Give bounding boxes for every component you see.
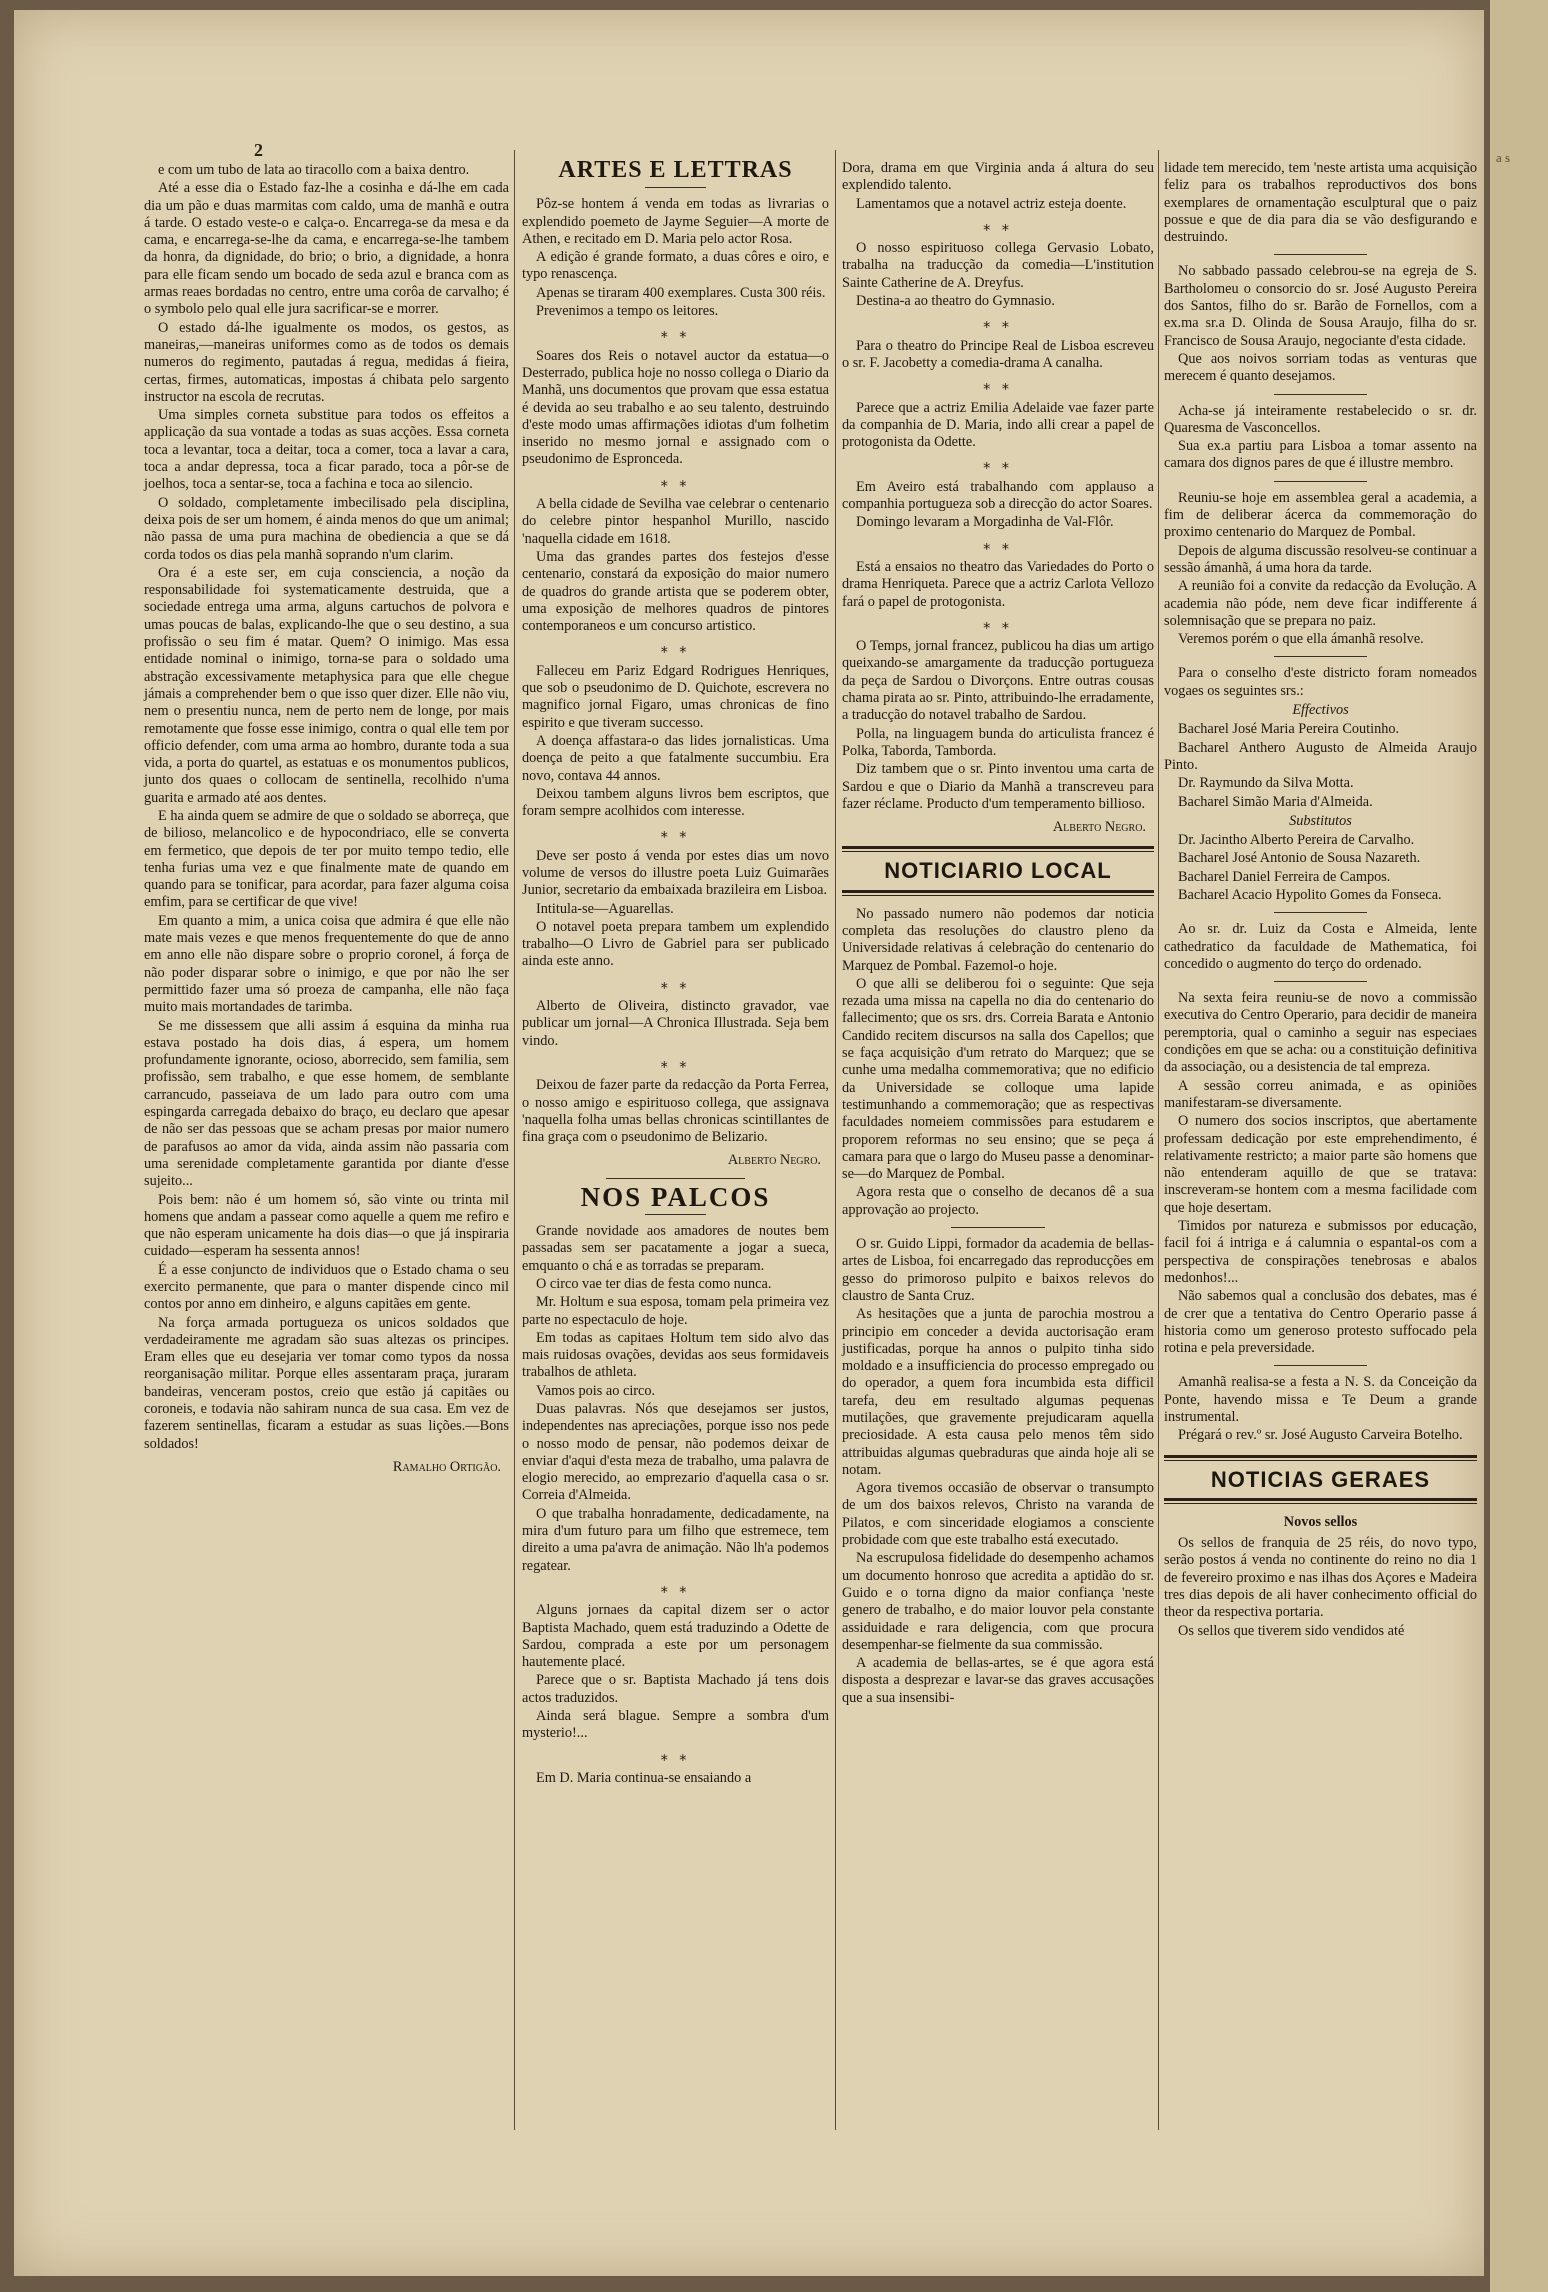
paragraph: O que alli se deliberou foi o seguinte: Que seja rezada uma missa na capella no dia do centenario do fallecimento; que os srs. drs. Correia Barata e Antonio Candido recitem discursos na salla dos Capellos; que se faça acquisição d'um retrato do Marquez; que se cunhe uma medalha commemorativa; que no edificio da Universidade se colloque uma lapide testimunhando a commemoração; que as respectivas faculdades nomeiem commissões para estudarem e proporem reformas no seu ensino; que se peça á camara para que o largo do Museu passe a denominar-se—do Marquez de Pombal. <box>842 975 1154 1183</box>
paragraph: Se me dissessem que alli assim á esquina da minha rua estava postado ha dois dias, á espera, um homem profundamente ignorante, ocioso, aborrecido, sem familia, sem profissão, sem trabalho, e que esse homem, de semblante carrancudo, passeiava de um lado para outro com uma espingarda carregada debaixo do braço, eu declaro que apesar de não ser das pessoas que se acham presas por maior numero de parafusos ao amor da vida, ainda assim não passaria com uma serenidade completamente garantida por diante d'esse sujeito... <box>144 1017 509 1190</box>
divider <box>1274 394 1368 395</box>
paragraph: O estado dá-lhe igualmente os modos, os gestos, as maneiras,—maneiras uniformes como as de todos os demais numeros do regimento, pautadas á regua, medidas á fieira, certas, firmes, automaticas, impostas á chibata pelo sargento instructor na escola de recrutas. <box>144 319 509 405</box>
paragraph: Uma simples corneta substitue para todos os effeitos a applicação da sua vontade a todas as suas acções. Essa corneta toca a levantar, toca a deitar, toca a comer, toca a lavar a cara, toca a andar depressa, toca a ficar parado, toca a pôr-se de joelhos, toca a sentar-se, toca a fachina e toca ao silencio. <box>144 407 509 493</box>
column-4 <box>1164 160 1477 1640</box>
paragraph: Não sabemos qual a conclusão dos debates, mas é de crer que a tentativa do Centro Operario passe á historia como um generoso protesto suffocado pela rotina e pela preversidade. <box>1164 1288 1477 1357</box>
separator-stars: ⁎ ⁎ <box>983 377 1013 394</box>
separator-stars: ⁎ ⁎ <box>660 975 691 992</box>
paragraph: Em todas as capitaes Holtum tem sido alvo das mais ruidosas ovações, devidas aos seus formidaveis trabalhos de athleta. <box>522 1329 829 1381</box>
paragraph: Deixou de fazer parte da redacção da Porta Ferrea, o nosso amigo e espirituoso collega, que assignava 'naquella folha umas bellas chronicas scintillantes de fina graça com o pseudonimo de Belizario. <box>522 1077 829 1146</box>
paragraph: Em D. Maria continua-se ensaiando a <box>536 1769 752 1786</box>
paragraph: A bella cidade de Sevilha vae celebrar o centenario do celebre pintor hespanhol Murillo, nascido 'naquella cidade em 1618. <box>522 496 829 547</box>
paragraph: Parece que a actriz Emilia Adelaide vae fazer parte da companhia de D. Maria, indo alli crear a papel de protogonista da Odette. <box>842 399 1154 451</box>
paragraph: É a esse conjuncto de individuos que o Estado chama o seu exercito permanente, que para o manter dispende cinco mil contos por anno em dinheiro, e alguns capitães em gente. <box>144 1261 509 1313</box>
paragraph: Os sellos que tiverem sido vendidos até <box>1178 1622 1405 1639</box>
list-item: Bacharel José Maria Pereira Coutinho. <box>1178 721 1400 738</box>
separator-stars: ⁎ ⁎ <box>660 1579 691 1596</box>
paragraph: Reuniu-se hoje em assemblea geral a academia, a fim de deliberar ácerca da commemoração do proximo centenario do Marquez de Pombal. <box>1164 489 1477 541</box>
heavy-rule <box>842 890 1154 896</box>
separator-stars: ⁎ ⁎ <box>983 217 1013 234</box>
list-item: Bacharel Acacio Hypolito Gomes da Fonseca. <box>1178 886 1442 903</box>
paragraph: Alberto de Oliveira, distincto gravador, vae publicar um jornal—A Chronica Illustrada. Seja bem vindo. <box>522 998 829 1049</box>
section-title-noticias-geraes: NOTICIAS GERAES <box>1210 1466 1431 1492</box>
paragraph: O Temps, jornal francez, publicou ha dias um artigo queixando-se amargamente da traducção portugueza da peça de Sardou o Divorçons. Entre outras cousas chama pirata ao sr. Pinto, attribuindo-lhe erradamente, a traducção do notavel trabalho de Sardou. <box>842 638 1154 724</box>
paragraph: Depois de alguma discussão resolveu-se continuar a sessão ámanhã, á uma hora da tarde. <box>1164 542 1477 576</box>
paragraph: Dora, drama em que Virginia anda á altura do seu explendido talento. <box>842 160 1154 194</box>
list-item: Dr. Jacintho Alberto Pereira de Carvalho. <box>1178 832 1415 849</box>
paragraph: Vamos pois ao circo. <box>536 1382 656 1399</box>
paragraph: No passado numero não podemos dar noticia completa das resoluções do claustro pleno da Universidade relativas á celebração do centenario do Marquez de Pombal. Fazemol-o hoje. <box>842 905 1154 974</box>
paragraph: A academia de bellas-artes, se é que agora está disposta a desprezar e lavar-se das graves accusações que a sua insensibi- <box>842 1655 1154 1706</box>
paragraph: Mr. Holtum e sua esposa, tomam pela primeira vez parte no espectaculo de hoje. <box>522 1294 829 1328</box>
section-title-nos-palcos: NOS PALCOS <box>580 1181 771 1212</box>
separator-stars: ⁎ ⁎ <box>983 536 1013 553</box>
paragraph: Acha-se já inteiramente restabelecido o sr. dr. Quaresma de Vasconcellos. <box>1164 402 1477 436</box>
separator-stars: ⁎ ⁎ <box>983 315 1013 332</box>
separator-stars: ⁎ ⁎ <box>983 615 1013 632</box>
paragraph: Intitula-se—Aguarellas. <box>536 900 674 917</box>
paragraph: Destina-a ao theatro do Gymnasio. <box>856 293 1055 310</box>
paragraph: O soldado, completamente imbecilisado pela disciplina, deixa pois de ser um homem, é ainda menos do que um animal; não passa de uma pura machina de obediencia a que se dá corda todos os dias pela manhã soprando n'um clarim. <box>144 494 509 563</box>
divider <box>1274 912 1368 913</box>
article-signature: Alberto Negro. <box>727 1152 821 1169</box>
paragraph: Falleceu em Pariz Edgard Rodrigues Henriques, que sob o pseudonimo de D. Quichote, escrevera no magnifico jornal Figaro, umas chronicas de fino espirito e que tiveram successo. <box>522 662 829 731</box>
paragraph: Ao sr. dr. Luiz da Costa e Almeida, lente cathedratico da faculdade de Mathematica, foi concedido o augmento do terço do ordenado. <box>1164 921 1477 972</box>
divider <box>645 1214 706 1215</box>
list-item: Bacharel Simão Maria d'Almeida. <box>1178 793 1373 810</box>
paragraph: Em quanto a mim, a unica coisa que admira é que elle não mate mais vezes e que menos frequentemente do que de anno em anno elle não dispare sobre o proprio coronel, á força de não poder disparar sobre o inimigo, e que por não lhe ser permittido fazer uma só proeza de campanha, elle não faça muito mais mortandades de tarimba. <box>144 912 509 1016</box>
separator-stars: ⁎ ⁎ <box>983 456 1013 473</box>
paragraph: O sr. Guido Lippi, formador da academia de bellas-artes de Lisboa, foi encarregado das reproducções em gesso do primoroso pulpito e baixos relevos do claustro de Santa Cruz. <box>842 1236 1154 1304</box>
column-3 <box>842 160 1154 1707</box>
paragraph: Na força armada portugueza os unicos soldados que verdadeiramente me agradam são suas altezas os principes. Eram elles que eu desejaria ver tomar como typos da nossa reorganisação militar. Porque elles assentaram praça, juraram bandeiras, venceram postos, creio que estão já capitães ou coroneis, e todavia não sahiram nunca de sua casa. Em vez de fazerem sentinellas, ficaram a estudar as suas lições.—Bons soldados! <box>144 1314 509 1452</box>
column-1 <box>144 162 509 1478</box>
paragraph: Ora é a este ser, em cuja consciencia, a noção da responsabilidade foi systematicamente destruida, que a sociedade entrega uma arma, alguns cartuchos de polvora e umas poucas de balas, explicando-lhe que o seu destino, a sua profissão o seu fim é matar. Quem? O inimigo. Mas essa entidade nominal o inimigo, torna-se para o soldado uma abstração excessivamente metaphysica para que elle chegue jámais a comprehender bem o que isso quer dizer. Elle não viu, nem o presentiu nunca, nem de perto nem de longe, por mais remotamente que fosse esse inimigo, contra o qual elle tem por officio defender, com uma arma ao hombro, durante toda a sua vida, a porta do quartel, as estatuas e os monumentos publicos, junto dos quaes o collocam de sentinella, recolhido n'uma guarita e armado até aos dentes. <box>144 564 509 806</box>
paragraph: O nosso espirituoso collega Gervasio Lobato, trabalha na traducção da comedia—L'institution Sainte Catherine de A. Dreyfus. <box>842 240 1154 291</box>
subheading-novos-sellos: Novos sellos <box>1283 1513 1358 1530</box>
list-efectivos <box>1164 721 1477 810</box>
paragraph: A sessão correu animada, e as opiniões manifestaram-se diversamente. <box>1164 1077 1477 1111</box>
section-title-noticiario-local: NOTICIARIO LOCAL <box>884 858 1112 884</box>
column-divider <box>1158 150 1159 2130</box>
article-signature: Ramalho Ortigão. <box>392 1458 501 1475</box>
list-substitutos <box>1164 832 1477 904</box>
page-number: 2 <box>254 140 263 160</box>
paragraph: Agora tivemos occasião de observar o transumpto de um dos baixos relevos, Christo na varanda de Pilatos, e com sinceridade elogiamos a consciente probidade com que este trabalho está executado. <box>842 1480 1154 1549</box>
paragraph: Em Aveiro está trabalhando com applauso a companhia portugueza sob a direcção do actor Soares. <box>842 478 1154 513</box>
paragraph: A reunião foi a convite da redacção da Evolução. A academia não póde, nem deve ficar indifferente á solemnisação que se prepara no paiz. <box>1164 578 1477 629</box>
separator-stars: ⁎ ⁎ <box>660 1054 691 1071</box>
divider <box>1274 656 1368 657</box>
column-divider <box>514 150 515 2130</box>
paragraph: A doença affastara-o das lides jornalisticas. Uma doença de peito a que fatalmente succumbiu. Era novo, contava 44 annos. <box>522 732 829 784</box>
list-item: Bacharel José Antonio de Sousa Nazareth. <box>1178 850 1421 867</box>
paragraph: Os sellos de franquia de 25 réis, do novo typo, serão postos á venda no continente do reino no dia 1 de fevereiro proximo e nas ilhas dos Açores e Madeira tres dias depois de ali haver conhecimento official do theor da respectiva portaria. <box>1164 1535 1477 1621</box>
paragraph: Amanhã realisa-se a festa a N. S. da Conceição da Ponte, havendo missa e Te Deum a grande instrumental. <box>1164 1374 1477 1425</box>
edge-text: a s <box>1496 150 1511 165</box>
paragraph: Alguns jornaes da capital dizem ser o actor Baptista Machado, quem está traduzindo a Odette de Sardou, comprada a este por um personagem hautemente placé. <box>522 1602 829 1671</box>
divider <box>645 187 706 188</box>
paragraph: Sua ex.a partiu para Lisboa a tomar assento na camara dos dignos pares de que é illustre membro. <box>1164 438 1477 472</box>
paragraph: Deixou tambem alguns livros bem escriptos, que foram sempre acolhidos com interesse. <box>522 785 829 820</box>
paragraph: Que aos noivos sorriam todas as venturas que merecem é quanto desejamos. <box>1164 350 1477 385</box>
paragraph: Timidos por natureza e submissos por educação, facil foi á intriga e á calumnia o espantal-os com a perspectiva de conspirações tenebrosas e abalos medonhos!... <box>1164 1218 1477 1286</box>
section-title-artes-e-lettras: ARTES E LETTRAS <box>558 157 793 183</box>
subheading-efectivos: Effectivos <box>1292 702 1349 719</box>
subheading-substitutos: Substitutos <box>1289 812 1352 829</box>
paragraph: Para o theatro do Principe Real de Lisboa escreveu o sr. F. Jacobetty a comedia-drama A canalha. <box>842 337 1154 371</box>
paragraph: Agora resta que o conselho de decanos dê a sua approvação ao projecto. <box>842 1184 1154 1218</box>
heavy-rule <box>842 846 1154 852</box>
list-item: Dr. Raymundo da Silva Motta. <box>1178 775 1354 792</box>
paragraph: A edição é grande formato, a duas côres e oiro, e typo renascença. <box>522 249 829 283</box>
divider <box>1274 981 1368 982</box>
paragraph: Lamentamos que a notavel actriz esteja doente. <box>856 195 1127 212</box>
article-signature: Alberto Negro. <box>1052 819 1146 836</box>
column-divider <box>835 150 836 2130</box>
paragraph: Até a esse dia o Estado faz-lhe a cosinha e dá-lhe em cada dia um pão e duas marmitas com caldo, uma de manhã e outra á tarde. O estado veste-o e calça-o. Encarrega-se da mesa e da cama, e encarrega-se-lhe da cama, e encarrega-se-lhe tambem da honra, da dignidade, do brio; o brio, a dignidade, a honra para elle ficam sendo um bocado de seda azul e branca com as armas reaes bordadas no centro, entre uma corôa de carvalho; é o symbolo pelo qual elle jura sacrificar-se e morrer. <box>144 180 509 318</box>
paragraph: Deve ser posto á venda por estes dias um novo volume de versos do illustre poeta Luiz Guimarães Junior, secretario da embaixada brazileira em Lisboa. <box>522 847 829 899</box>
separator-stars: ⁎ ⁎ <box>660 825 691 842</box>
paragraph: No sabbado passado celebrou-se na egreja de S. Bartholomeu o consorcio do sr. José Augusto Pereira dos Santos, filho do sr. Barão de Fornellos, com a ex.ma sr.a D. Olinda de Sousa Araujo, filha do sr. Francisco de Sousa Araujo, negociante d'esta cidade. <box>1164 263 1477 349</box>
column-2 <box>522 157 829 1787</box>
paragraph: Pois bem: não é um homem só, são vinte ou trinta mil homens que andam a passear como aquelle a quem me refiro e que não esperam unicamente ha dois dias—o que já inspiraria cuidado—esperam ha sessenta annos! <box>144 1191 509 1260</box>
paragraph: E ha ainda quem se admire de que o soldado se aborreça, que de bilioso, melancolico e de hypocondriaco, elle se converta em fermetico, que depois de ter por muito tempo tedio, elle tenha furias uma vez e que finalmente mate de quando em quando para se tonificar, para acordar, para fazer alguma coisa emfim, para se certificar de que vive! <box>144 807 509 911</box>
paragraph: O que trabalha honradamente, dedicadamente, na mira d'um futuro para um filho que estremece, tem direito a uma pa'avra de animação. Não lh'a podemos regatear. <box>522 1505 829 1574</box>
paragraph: Parece que o sr. Baptista Machado já tens dois actos traduzidos. <box>522 1672 829 1706</box>
separator-stars: ⁎ ⁎ <box>660 1747 691 1764</box>
heavy-rule <box>1164 1498 1477 1504</box>
paragraph: O notavel poeta prepara tambem um explendido trabalho—O Livro de Gabriel para ser publicado ainda este anno. <box>522 918 829 970</box>
list-item: Bacharel Daniel Ferreira de Campos. <box>1178 868 1391 885</box>
paragraph: Prégará o rev.º sr. José Augusto Carveira Botelho. <box>1178 1427 1463 1444</box>
newspaper-page <box>14 10 1484 2276</box>
list-item: Bacharel Anthero Augusto de Almeida Araujo Pinto. <box>1164 739 1477 773</box>
paragraph: Diz tambem que o sr. Pinto inventou uma carta de Sardou e que o Diario da Manhã a transcreveu para fazer réclame. Producto d'um temperamento billioso. <box>842 761 1154 812</box>
paragraph: Grande novidade aos amadores de noutes bem passadas sem ser pacatamente a jogar a sueca, emquanto o chá e as torradas se preparam. <box>522 1223 829 1274</box>
paragraph: Ainda será blague. Sempre a sombra d'um mysterio!... <box>522 1708 829 1742</box>
paragraph: Polla, na linguagem bunda do articulista francez é Polka, Taborda, Tamborda. <box>842 725 1154 759</box>
separator-stars: ⁎ ⁎ <box>660 640 691 657</box>
paragraph: Veremos porém o que ella ámanhã resolve. <box>1178 631 1424 648</box>
paragraph: Uma das grandes partes dos festejos d'esse centenario, constará da exposição do maior numero de quadros do grande artista que se poderem obter, uma exposição de melhores quadros de pintores contemporaneos e um concurso artistico. <box>522 548 829 635</box>
paragraph: Soares dos Reis o notavel auctor da estatua—o Desterrado, publica hoje no nosso collega o Diario da Manhã, uns documentos que provam que essa estatua é devida ao seu trabalho e ao seu talento, destruindo d'este modo umas affirmações idiotas d'um folhetim inserido no mesmo jornal e assignado com o pseudonimo de Espronceda. <box>522 347 829 468</box>
paragraph: Na escrupulosa fidelidade do desempenho achamos um documento honroso que acredita a aptidão do sr. Guido e o torna digno da maior confiança 'neste genero de trabalho, e do maior louvor pela constante assiduidade e rara deligencia, com que procura desempenhar-se fielmente da sua commissão. <box>842 1550 1154 1653</box>
divider <box>951 1227 1045 1228</box>
separator-stars: ⁎ ⁎ <box>660 473 691 490</box>
divider <box>1274 481 1368 482</box>
paragraph: O circo vae ter dias de festa como nunca. <box>536 1275 772 1292</box>
paragraph: Pôz-se hontem á venda em todas as livrarias o explendido poemeto de Jayme Seguier—A morte de Athen, e recitado em D. Maria pelo actor Rosa. <box>522 196 829 247</box>
divider <box>1274 254 1368 255</box>
paragraph: As hesitações que a junta de parochia mostrou a principio em conceder a devida auctorisação eram justificadas, porque ha annos o pulpito tinha sido moldado e a insufficiencia do processo empregado ou do operador, a quem fora incumbida esta difficil tarefa, deu em resultado algumas pequenas mutilações, que gravemente prejudicaram aquella preciosidade. A esta causa pelo menos têm sido attribuidas algumas quebraduras que ainda hoje ali se notam. <box>842 1306 1154 1478</box>
paragraph: Na sexta feira reuniu-se de novo a commissão executiva do Centro Operario, para decidir de maneira peremptoria, qual o caminho a seguir nas especiaes condições em que se acha: ou a constituição definitiva da associação, ou a desistencia de tal empreza. <box>1164 990 1477 1076</box>
paragraph: Está a ensaios no theatro das Variedades do Porto o drama Henriqueta. Parece que a actriz Carlota Vellozo fará o papel de protogonista. <box>842 558 1154 610</box>
paragraph: Domingo levaram a Morgadinha de Val-Flôr. <box>856 514 1114 531</box>
adjacent-page-edge <box>1490 0 1548 2292</box>
paragraph: Duas palavras. Nós que desejamos ser justos, independentes nas apreciações, porque isso nos pede o nosso modo de pensar, não podemos deixar de enviar d'aqui d'esta meza de trabalho, uma palavra de elogio merecido, ao emprezario d'aquella casa o sr. Correia d'Almeida. <box>522 1401 829 1504</box>
divider <box>606 1178 744 1179</box>
paragraph: lidade tem merecido, tem 'neste artista uma acquisição feliz para os trabalhos reproductivos dos bons exemplares de ornamentação esculptural que o paiz possue e que de dia para dia se vão desfigurando e destruindo. <box>1164 160 1477 246</box>
paragraph: Para o conselho d'este districto foram nomeados vogaes os seguintes srs.: <box>1164 665 1477 699</box>
paragraph: Prevenimos a tempo os leitores. <box>536 303 719 320</box>
paragraph: Apenas se tiraram 400 exemplares. Custa 300 réis. <box>536 284 826 301</box>
heavy-rule <box>1164 1455 1477 1461</box>
separator-stars: ⁎ ⁎ <box>660 325 691 342</box>
paragraph: e com um tubo de lata ao tiracollo com a baixa dentro. <box>158 162 470 178</box>
divider <box>1274 1365 1368 1366</box>
paragraph: O numero dos socios inscriptos, que abertamente professam dedicação por este emprehendimento, é relativamente restricto; a maior parte são homens que não entenderam aquillo de que se tratava: inscreveram-se hontem com a mesma facilidade com que hoje desertam. <box>1164 1113 1477 1216</box>
